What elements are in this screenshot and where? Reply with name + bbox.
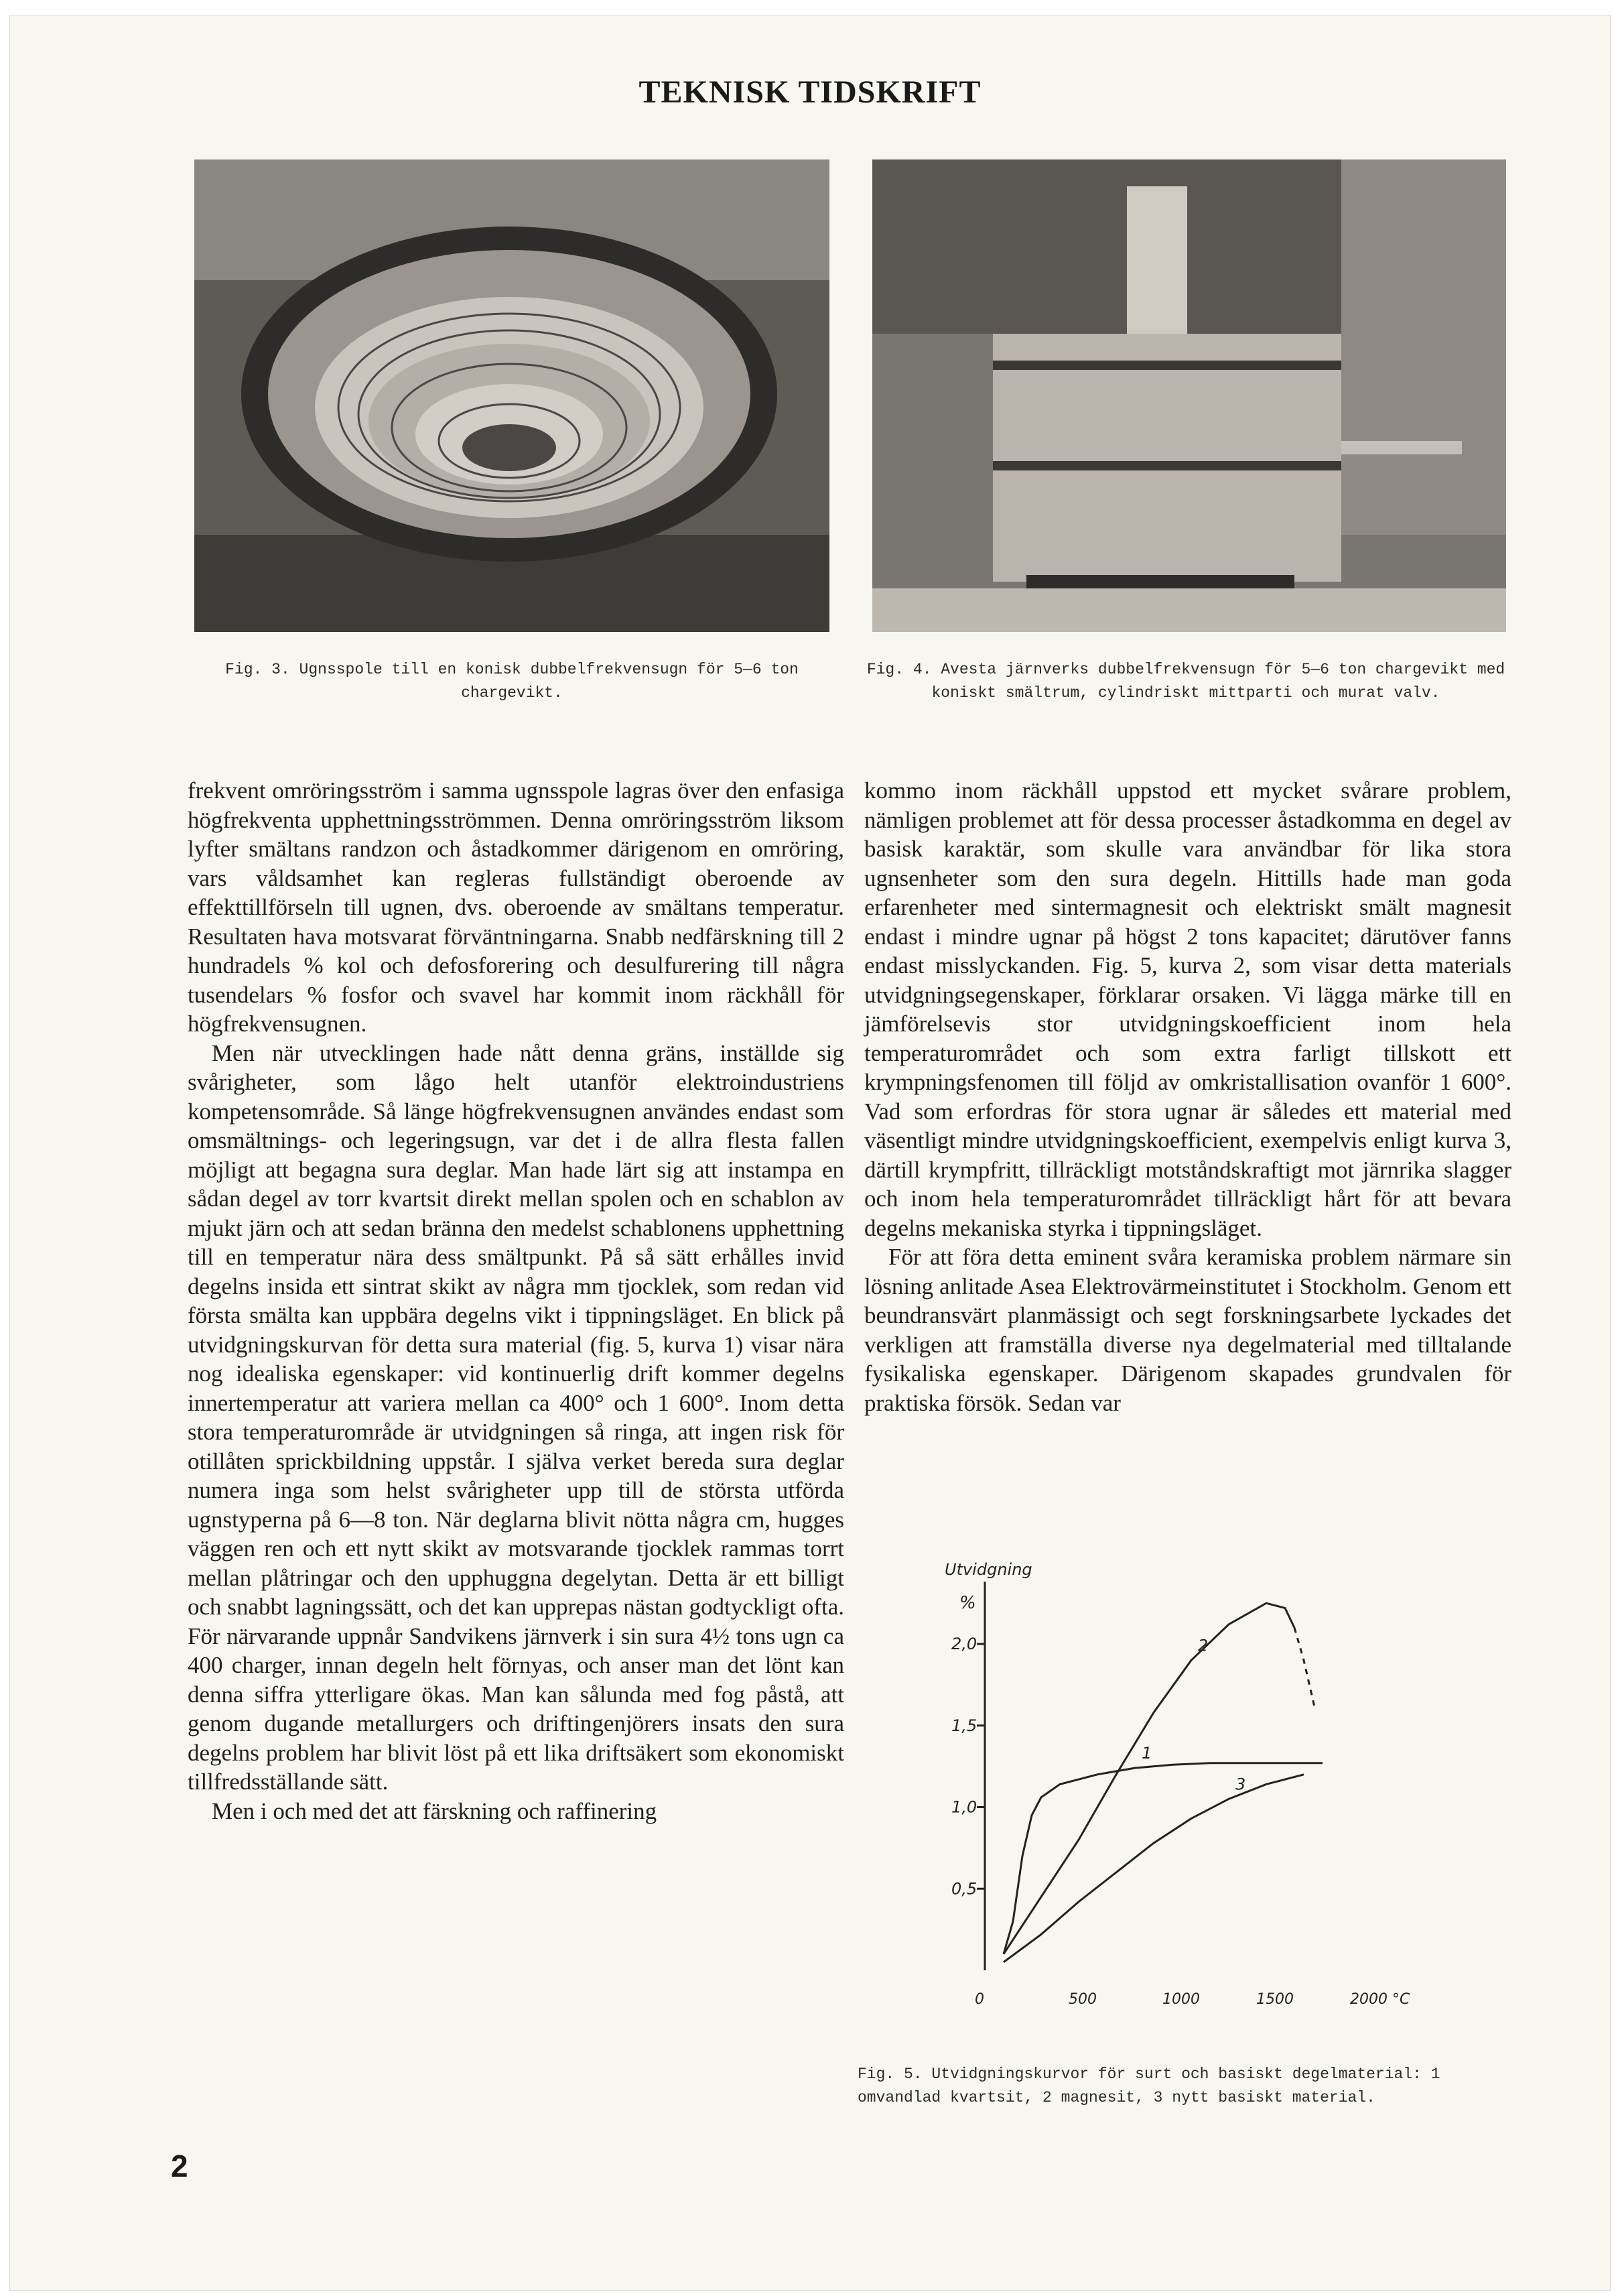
x-tick-label: 1000 [1162,1991,1200,2008]
series-label-2: 2 [1198,1636,1209,1655]
y-tick-label: 1,0 [951,1797,977,1817]
right-paragraph-1: kommo inom räckhåll uppstod ett mycket svårare problem, nämligen problemet att för dessa processer åstadkomma en degel av basisk karaktär, som skulle vara användbar för lika stora ugnsenheter som den sura degeln. Hittills hade man goda erfarenheter med sintermagnesit och elektriskt smält magnesit endast i mindre ugnar på högst 2 tons kapacitet; därutöver fanns endast misslyckanden. Fig. 5, kurva 2, som visar detta materials utvidgningsegenskaper, förklarar orsaken. Vi lägga märke till en jämförelsevis stor utvidgningskoefficient inom hela temperaturområdet och som extra farligt tillskott ett krympningsfenomen till följd av omkristallisation ovanför 1 600°. Vad som erfordras för stora ugnar är således ett material med väsentligt mindre utvidgningskoefficient, exempelvis enligt kurva 3, därtill krympfritt, tillräckligt motståndskraftigt mot järnrika slagger och inom hela temperaturområdet tillräckligt hårt för att bevara degelns mekaniska styrka i tippningsläget. [864,777,1511,1241]
y-tick-label: 1,5 [951,1716,977,1735]
x-tick-label: 2000 °C [1350,1991,1410,2008]
right-paragraph-2: För att föra detta eminent svåra keramiska problem närmare sin lösning anlitade Asea Elektrovärmeinstitutet i Stockholm. Genom ett beundransvärt planmässigt och segt forskningsarbete lyckades det verkligen att framställa diverse nya degelmaterial med tilltalande fysikaliska egenskaper. Därigenom skapades grundvalen för praktiska försök. Sedan var [864,1244,1511,1416]
x-tick-label: 500 [1069,1991,1097,2008]
series-label-3: 3 [1235,1775,1246,1794]
page-number: 2 [171,2149,188,2183]
right-text-column [864,776,1511,1417]
fig4-photo [872,160,1506,632]
left-paragraph-2: Men när utvecklingen hade nått denna gräns, inställde sig svårigheter, som lågo helt utanför elektroindustriens kompetensområde. Så länge högfrekvensugnen användes endast som omsmältnings- och legeringsugn, var det i de allra flesta fallen möjligt att begagna sura deglar. Man hade lärt sig att instampa en sådan degel av torr kvartsit direkt mellan spolen och en schablon av mjukt järn och att sedan bränna den medelst schablonens upphettning till en temperatur nära dess smältpunkt. På så sätt erhålles invid degelns insida ett sintrat skikt av några mm tjocklek, som redan vid första smälta kan uppbära degelns vikt i tippningsläget. En blick på utvidgningskurvan för detta sura material (fig. 5, kurva 1) visar nära nog idealiska egenskaper: vid kontinuerlig drift kommer degelns innertemperatur att variera mellan ca 400° och 1 600°. Inom detta stora temperaturområde är utvidgningen så ringa, att ingen risk för otillåten sprickbildning uppstår. I själva verket bereda sura deglar numera inga som helst svårigheter upp till de största utförda ugnstyperna på 6—8 ton. När deglarna blivit nötta några cm, hugges väggen ren och ett nytt skikt av motsvarande tjocklek rammas torrt mellan plåtringar och den upphuggna degelytan. Detta är ett billigt och snabbt lagningssätt, och det kan upprepas nästan godtyckligt ofta. För närvarande uppnår Sandvikens järnverk i sin sura 4½ tons ugn ca 400 charger, innan degeln helt förnyas, och anser man det lönt kan denna siffra ytterligare ökas. Man kan sålunda med fog påstå, att genom dugande metallurgers och driftingenjörers insats den sura degelns problem har blivit löst på ett lika driftsäkert som ekonomiskt tillfredsställande sätt. [188,1039,844,1795]
y-tick-label: 2,0 [951,1635,977,1654]
left-text-column [188,776,844,1826]
fig3-caption: Fig. 3. Ugnsspole till en konisk dubbelfrekvensugn för 5—6 ton chargevikt. [225,661,799,702]
x-tick-label: 1500 [1256,1991,1294,2008]
page-header-title: TEKNISK TIDSKRIFT [638,74,982,110]
fig3-photo [194,160,829,632]
fig5-caption: Fig. 5. Utvidgningskurvor för surt och basiskt degelmaterial: 1 omvandlad kvartsit, 2 magnesit, 3 nytt basiskt material. [858,2065,1440,2106]
fig4-caption: Fig. 4. Avesta järnverks dubbelfrekvensugn för 5—6 ton chargevikt med koniskt smältrum, cylindriskt mittparti och murat valv. [866,661,1505,702]
series-label-1: 1 [1142,1744,1152,1763]
series-line-2-dashed [1294,1628,1315,1710]
fig5-chart-svg [871,1555,1447,2057]
left-paragraph-3: Men i och med det att färskning och raffinering [212,1797,657,1824]
y-tick-label: 0,5 [951,1879,977,1899]
y-axis-label: Utvidgning [945,1560,1032,1579]
left-paragraph-1: frekvent omröringsström i samma ugnsspole lagras över den enfasiga högfrekventa upphettningsströmmen. Denna omröringsström liksom lyfter smältans randzon och åstadkommer därigenom en omröring, vars våldsamhet kan regleras fullständigt oberoende av effekttillförseln till ugnen, dvs. oberoende av smältans temperatur. Resultaten hava motsvarat förväntningarna. Snabb nedfärskning till 2 hundradels % kol och defosforering och desulfurering till några tusendelars % fosfor och svavel har kommit inom räckhåll för högfrekvensugnen. [188,777,844,1037]
series-line-2 [1004,1603,1294,1954]
series-line-3 [1004,1775,1304,1962]
y-axis-unit: % [959,1593,976,1613]
fig5-expansion-chart [871,1555,1447,2057]
x-tick-label: 0 [975,1991,984,2008]
